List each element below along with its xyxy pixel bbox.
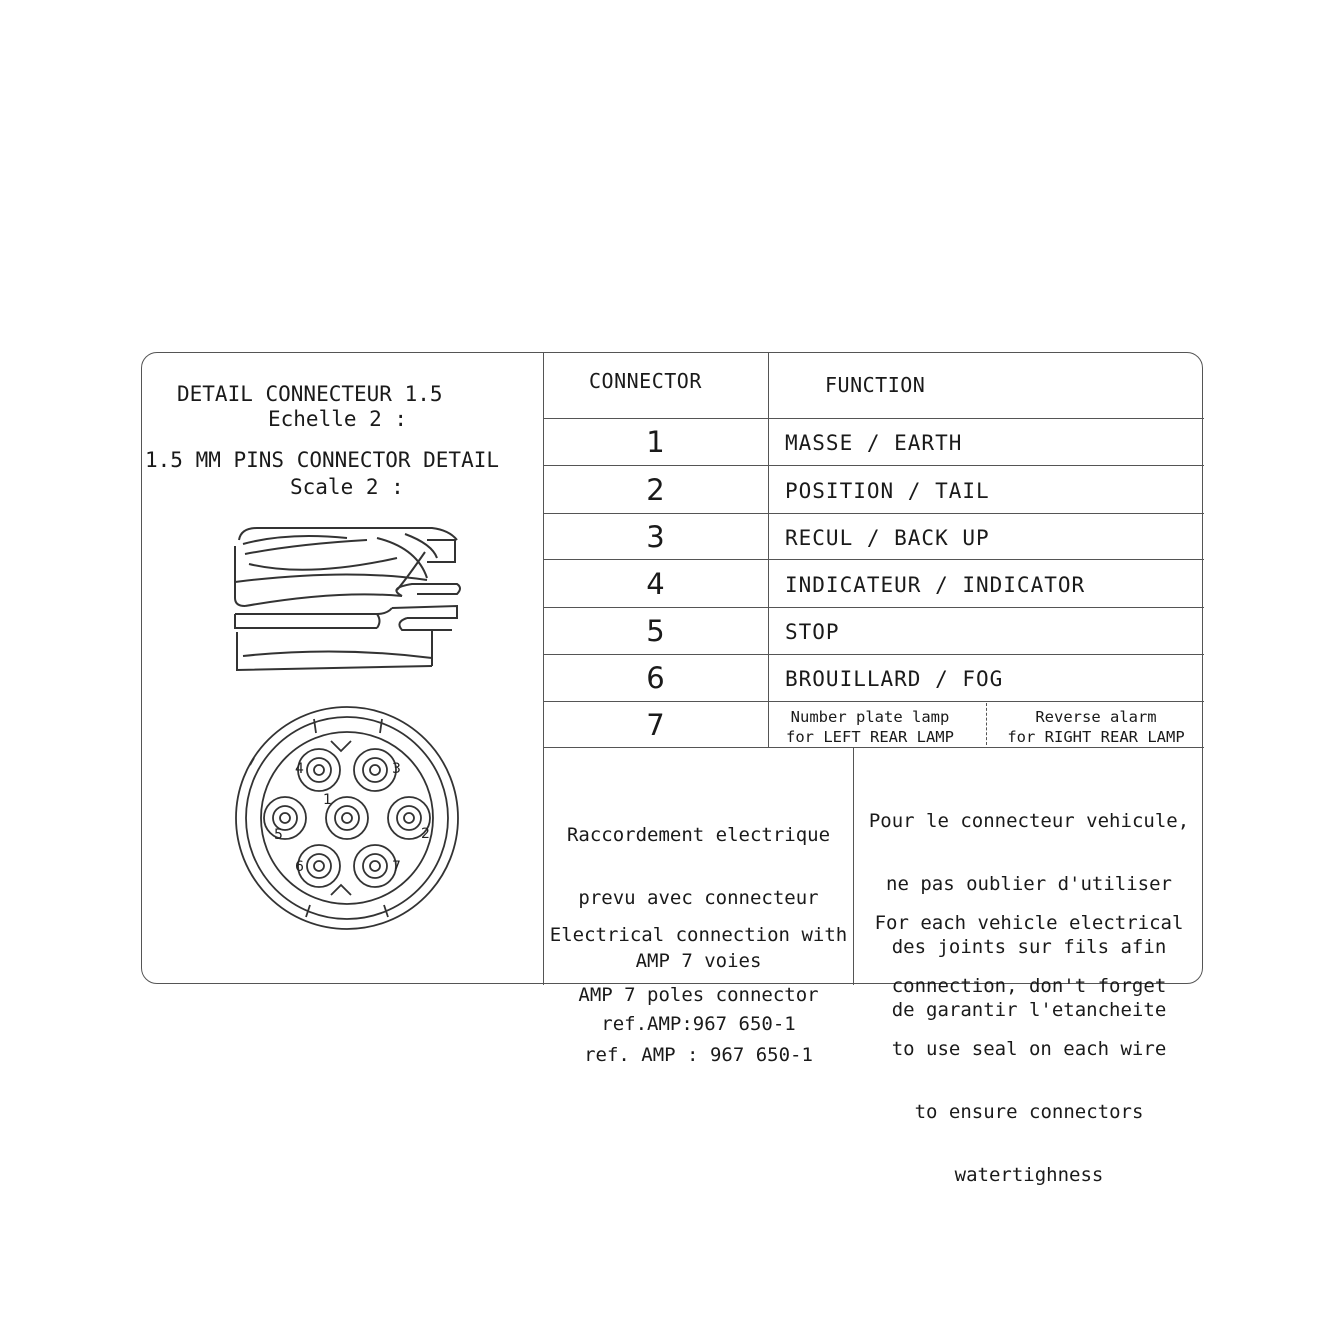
pin-core bbox=[370, 861, 380, 871]
note-line: ne pas oublier d'utiliser bbox=[886, 873, 1172, 895]
title-fr-line1: DETAIL CONNECTEUR 1.5 bbox=[177, 382, 443, 406]
divider-connector-function bbox=[768, 353, 769, 747]
connector-pin bbox=[298, 749, 340, 791]
pin-number: 3 bbox=[646, 520, 665, 554]
note-line: ref. AMP : 967 650-1 bbox=[584, 1044, 813, 1066]
note-line: connection, don't forget bbox=[891, 975, 1167, 997]
pin7-right-line2: for RIGHT REAR LAMP bbox=[1007, 728, 1185, 746]
pin-outer-ring bbox=[298, 749, 340, 791]
connector-pin bbox=[298, 845, 340, 887]
pin-number-label: 5 bbox=[274, 827, 283, 843]
header-function: FUNCTION bbox=[825, 373, 926, 397]
note-line: prevu avec connecteur bbox=[578, 887, 819, 909]
pin-core bbox=[314, 765, 324, 775]
pin-function: RECUL / BACK UP bbox=[785, 526, 990, 550]
pin-core bbox=[370, 765, 380, 775]
pin-function: POSITION / TAIL bbox=[785, 479, 990, 503]
connector-face-drawing bbox=[232, 703, 462, 933]
table-row-divider bbox=[543, 607, 1204, 608]
pin-number-label: 7 bbox=[392, 859, 401, 875]
pin-core bbox=[404, 813, 414, 823]
table-row-divider bbox=[543, 559, 1204, 560]
table-row-divider bbox=[543, 654, 1204, 655]
connector-pin bbox=[354, 749, 396, 791]
pin-number: 1 bbox=[646, 425, 665, 459]
pin-number: 6 bbox=[646, 661, 665, 695]
pin-function: BROUILLARD / FOG bbox=[785, 667, 1004, 691]
note-line: des joints sur fils afin bbox=[891, 936, 1167, 958]
pin7-split-divider bbox=[986, 703, 987, 745]
connector-label-card bbox=[141, 352, 1203, 1186]
note-line: to ensure connectors bbox=[914, 1101, 1144, 1123]
pin-inner-ring bbox=[307, 854, 331, 878]
pin7-left-line2: for LEFT REAR LAMP bbox=[786, 728, 954, 746]
connector-pin bbox=[354, 845, 396, 887]
note-line: Pour le connecteur vehicule, bbox=[868, 810, 1190, 832]
pin-number-label: 4 bbox=[295, 761, 304, 777]
pin-number-label: 3 bbox=[392, 761, 401, 777]
note-line: de garantir l'etancheite bbox=[891, 999, 1167, 1021]
title-fr-line2: Echelle 2 : bbox=[268, 407, 408, 431]
note-line: to use seal on each wire bbox=[891, 1038, 1167, 1060]
note-line: watertighness bbox=[954, 1164, 1104, 1186]
pin-function: INDICATEUR / INDICATOR bbox=[785, 573, 1086, 597]
note-en-seal bbox=[854, 871, 1204, 1228]
table-row-divider bbox=[543, 513, 1204, 514]
table-row-divider bbox=[543, 418, 1204, 419]
note-line: AMP 7 voies bbox=[635, 950, 762, 972]
note-en-connection bbox=[544, 885, 853, 1105]
pin-core bbox=[314, 861, 324, 871]
title-en-line2: Scale 2 : bbox=[290, 475, 404, 499]
pin-number: 5 bbox=[646, 614, 665, 648]
pin-core bbox=[280, 813, 290, 823]
pin7-right-line1: Reverse alarm bbox=[1035, 708, 1157, 726]
table-bottom-divider bbox=[543, 747, 1204, 748]
pin-number: 4 bbox=[646, 567, 665, 601]
note-line: Electrical connection with bbox=[549, 924, 848, 946]
table-row-divider bbox=[543, 701, 1204, 702]
pin-core bbox=[342, 813, 352, 823]
connector-pin bbox=[264, 797, 306, 839]
pin-outer-ring bbox=[264, 797, 306, 839]
pin7-left-line1: Number plate lamp bbox=[790, 708, 950, 726]
pin-inner-ring bbox=[363, 758, 387, 782]
pin-number-label: 1 bbox=[323, 792, 332, 808]
pin-function: MASSE / EARTH bbox=[785, 431, 963, 455]
pin-inner-ring bbox=[397, 806, 421, 830]
connector-side-view-drawing bbox=[227, 518, 467, 678]
note-line: ref.AMP:967 650-1 bbox=[601, 1013, 796, 1035]
pin-outer-ring bbox=[326, 797, 368, 839]
pin-number: 7 bbox=[646, 708, 665, 742]
pin-number-label: 6 bbox=[295, 859, 304, 875]
title-en-line1: 1.5 MM PINS CONNECTOR DETAIL bbox=[145, 448, 500, 472]
note-line: Raccordement electrique bbox=[566, 824, 831, 846]
pin-inner-ring bbox=[335, 806, 359, 830]
connector-pin bbox=[326, 797, 368, 839]
pin-outer-ring bbox=[354, 749, 396, 791]
pin-inner-ring bbox=[307, 758, 331, 782]
table-row-divider bbox=[543, 465, 1204, 466]
pin-outer-ring bbox=[354, 845, 396, 887]
note-line: AMP 7 poles connector bbox=[578, 984, 819, 1006]
header-connector: CONNECTOR bbox=[589, 369, 702, 393]
pin-function: STOP bbox=[785, 620, 840, 644]
pin-outer-ring bbox=[298, 845, 340, 887]
pin-number-label: 2 bbox=[421, 826, 430, 842]
pin-inner-ring bbox=[363, 854, 387, 878]
pin-number: 2 bbox=[646, 473, 665, 507]
note-line: For each vehicle electrical bbox=[874, 912, 1184, 934]
